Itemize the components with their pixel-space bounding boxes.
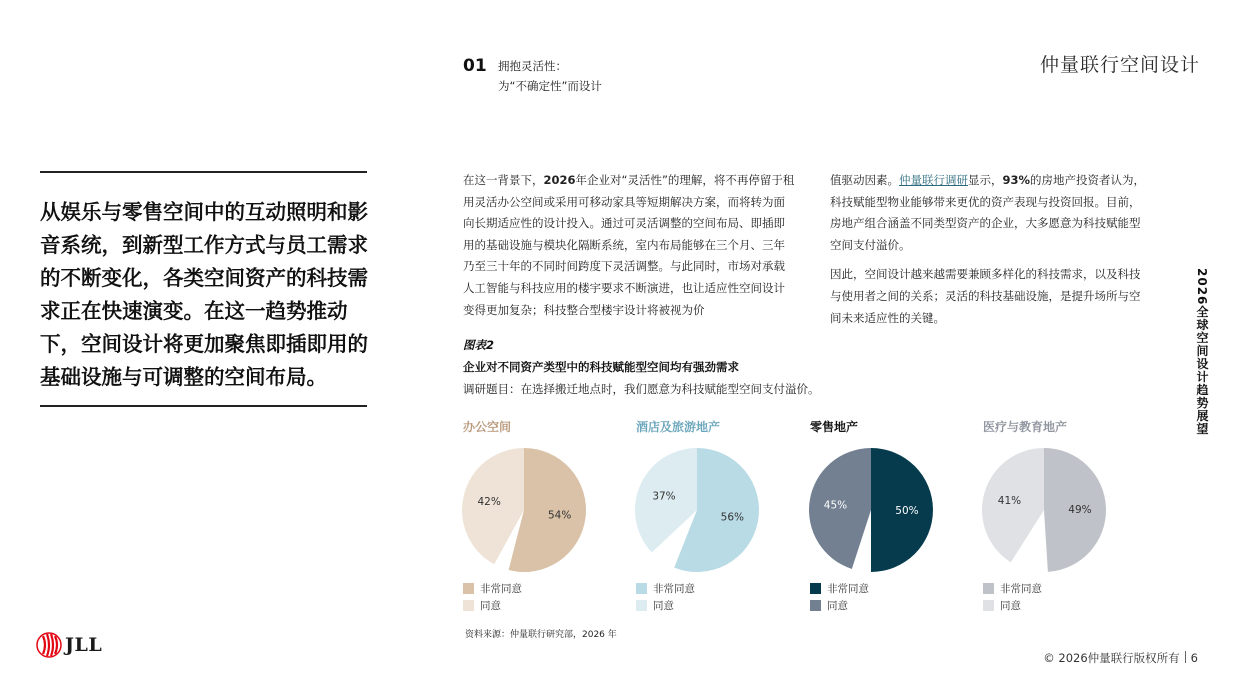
pie-title: 零售地产 (810, 420, 859, 434)
legend-swatch (810, 600, 821, 611)
pie-svg (631, 442, 771, 582)
legend-item (810, 580, 869, 597)
footer-separator (1185, 651, 1186, 663)
legend-item (983, 597, 1042, 614)
legend-label: 同意 (480, 600, 501, 612)
pie-title: 医疗与教育地产 (983, 420, 1068, 434)
legend-item (810, 597, 869, 614)
legend-swatch (463, 583, 474, 594)
pie-svg (805, 442, 945, 582)
figure-source: 资料来源：仲量联行研究部，2026 年 (465, 630, 617, 640)
col2-paragraph-2: 因此，空间设计越来越需要兼顾多样化的科技需求，以及科技与使用者之间的关系；灵活的科技基础设施，是提升场所与空间未来适应性的关键。 (830, 267, 1141, 325)
footer (1043, 650, 1198, 666)
pie-value-label: 49% (1068, 503, 1092, 516)
brand-name: 仲量联行空间设计 (1039, 54, 1200, 76)
legend-label: 非常同意 (653, 583, 695, 595)
legend-label: 同意 (653, 600, 674, 612)
pie-title: 酒店及旅游地产 (636, 420, 721, 434)
legend-swatch (463, 600, 474, 611)
page-number: 6 (1190, 651, 1198, 665)
section-title-line1: 拥抱灵活性： (498, 59, 567, 73)
legend-item (463, 597, 522, 614)
col2-paragraph-1 (830, 170, 1148, 256)
copyright: © 2026仲量联行版权所有 (1043, 651, 1180, 665)
pie-legend (636, 580, 695, 614)
legend-label: 非常同意 (1000, 583, 1042, 595)
pie-value-label: 50% (895, 505, 919, 517)
legend-item (463, 580, 522, 597)
col1-text-before: 在这一背景下， (463, 173, 544, 187)
pie-value-label: 37% (652, 490, 676, 503)
legend-swatch (636, 583, 647, 594)
quote-bottom-divider (40, 405, 367, 407)
pie-chart-4 (983, 418, 1143, 612)
jll-logo (36, 632, 102, 658)
side-report-title: 2026全球空间设计趋势展望 (1195, 268, 1209, 436)
legend-label: 同意 (1000, 600, 1021, 612)
pie-legend (463, 580, 522, 614)
jll-logo-text: JLL (65, 634, 103, 656)
col2-text-after: 的房地产投资者认为，科技赋能型物业能够带来更优的资产表现与投资回报。目前，房地产组合涵盖不同类型资产的企业，大多愿意为科技赋能型空间支付溢价。 (830, 173, 1146, 252)
body-column-1 (463, 170, 796, 321)
col2-stat: 93% (1002, 173, 1031, 187)
research-link[interactable]: 仲量联行调研 (899, 173, 968, 187)
pie-value-label: 41% (997, 494, 1022, 507)
legend-swatch (636, 600, 647, 611)
legend-swatch (983, 583, 994, 594)
section-number: 01 (463, 56, 487, 76)
pie-svg (978, 442, 1118, 582)
pie-legend (983, 580, 1042, 614)
figure-label: 图表2 (463, 338, 495, 352)
pie-value-label: 54% (548, 509, 572, 522)
col1-year: 2026 (543, 173, 576, 187)
legend-item (636, 597, 695, 614)
col2-text-before: 值驱动因素。 (830, 173, 899, 187)
figure-title: 企业对不同资产类型中的科技赋能型空间均有强劲需求 (463, 360, 739, 374)
pie-chart-1 (463, 418, 623, 612)
pie-title: 办公空间 (463, 420, 512, 434)
pie-svg (458, 442, 598, 582)
section-title (498, 56, 602, 96)
pie-value-label: 56% (720, 511, 744, 524)
body-column-2 (830, 170, 1148, 329)
col1-text-after: 年企业对“灵活性”的理解，将不再停留于租用灵活办公空间或采用可移动家具等短期解决方案，而将转为面向长期适应性的设计投入。通过可灵活调整的空间布局、即插即用的基础设施与模块化隔断系统，室内布局能够在三个月、三年乃至三十年的不同时间跨度下灵活调整。与此同时，市场对承载人工智能与科技应用的楼宇要求不断演进，也让适应性空间设计变得更加复杂；科技整合型楼宇设计将被视为价 (463, 173, 795, 317)
legend-swatch (983, 600, 994, 611)
pie-legend (810, 580, 869, 614)
quote-top-divider (40, 171, 367, 173)
jll-logo-icon (36, 632, 62, 658)
pie-chart-2 (636, 418, 796, 612)
pie-value-label: 42% (477, 496, 501, 509)
pie-chart-3 (810, 418, 970, 612)
legend-swatch (810, 583, 821, 594)
pie-value-label: 45% (823, 499, 848, 512)
pull-quote: 从娱乐与零售空间中的互动照明和影音系统，到新型工作方式与员工需求的不断变化，各类空间资产的科技需求正在快速演变。在这一趋势推动下，空间设计将更加聚焦即插即用的基础设施与可调整的空间布局。 (40, 200, 368, 389)
section-title-line2: 为“不确定性”而设计 (498, 79, 602, 93)
col2-text-mid: 显示， (968, 173, 1003, 187)
legend-item (636, 580, 695, 597)
legend-label: 非常同意 (827, 583, 869, 595)
legend-label: 同意 (827, 600, 848, 612)
figure-question: 调研题目：在选择搬迁地点时，我们愿意为科技赋能型空间支付溢价。 (463, 382, 820, 396)
legend-item (983, 580, 1042, 597)
legend-label: 非常同意 (480, 583, 522, 595)
